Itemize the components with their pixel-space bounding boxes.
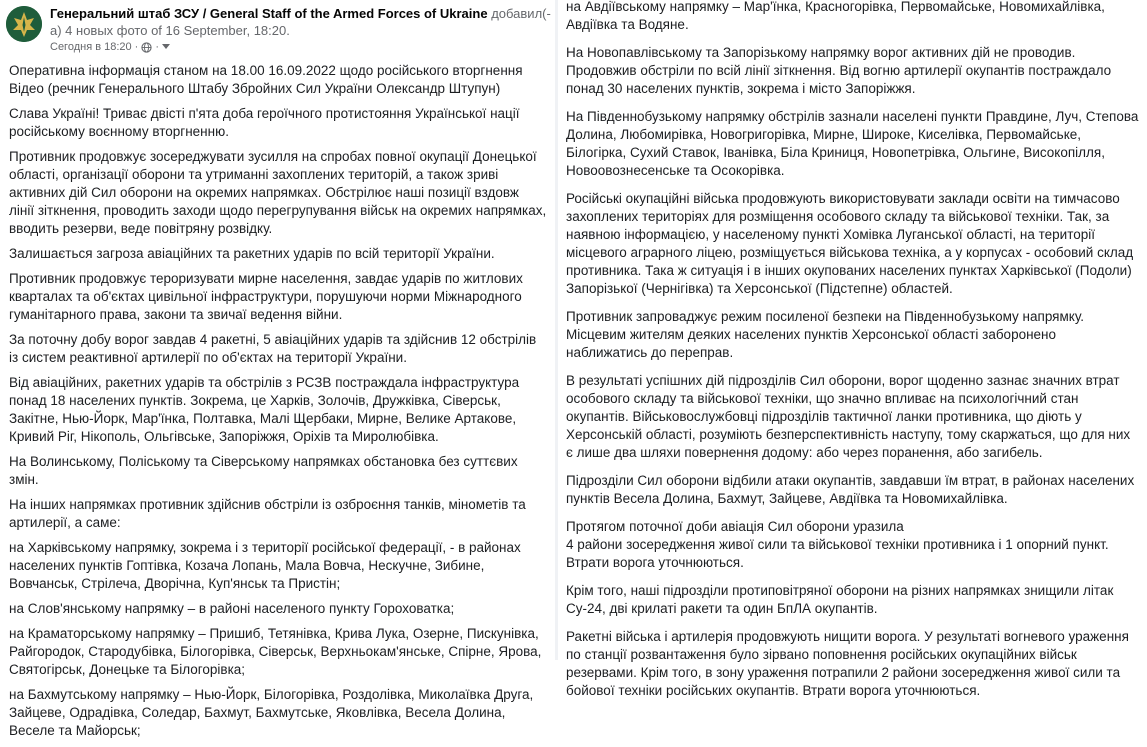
post-paragraph: На Волинському, Поліському та Сіверському напрямках обстановка без суттєвих змін. [9, 454, 518, 487]
post-paragraph: Оперативна інформація станом на 18.00 16.09.2022 щодо російського вторгнення Відео (речник Генерального Штабу Збройних Сил України Олександр Штупун) [9, 63, 523, 96]
author-name[interactable]: Генеральний штаб ЗСУ / General Staff of the Armed Forces of Ukraine [50, 6, 488, 21]
post-paragraph: на Краматорському напрямку – Пришиб, Тетянівка, Крива Лука, Озерне, Пискунівка, Райгородок, Стародубівка, Білогорівка, Сіверськ, Верхньокам'янське, Спірне, Ярова, Святогірськ, Донецьке та Білогорівка; [9, 626, 542, 677]
post-paragraph: на Слов'янському напрямку – в районі населеного пункту Гороховатка; [9, 601, 455, 616]
post-timestamp[interactable]: Сегодня в 18:20 [50, 41, 132, 53]
post-paragraph: Від авіаційних, ракетних ударів та обстрілів з РСЗВ постраждала інфраструктура понад 18 населених пунктів. Зокрема, це Харків, Золочів, Дружківка, Сіверськ, Закітне, Нью-Йорк, Мар'їнка, Полтавка, Малі Щербаки, Мирне, Велике Артакове, Кривий Ріг, Нікополь, Ольгівське, Запоріжжя, Оріхів та Миролюбівка. [9, 375, 520, 444]
post-paragraph: Слава Україні! Триває двісті п'ята доба героїчного протистояння Української нації російському воєнному вторгненню. [9, 106, 520, 139]
column-divider [555, 0, 558, 660]
post-paragraph: Противник продовжує зосереджувати зусилля на спробах повної окупації Донецької області, організації оборони та утриманні захоплених територій, а також зриві активних дій Сил оборони на окремих напрямках. Обстрілює наші позиції вздовж лінії зіткнення, проводить заходи щодо перегрупування військ на окремих напрямках, вводить резерви, веде повітряну розвідку. [9, 149, 547, 236]
post-text-right [560, 0, 1147, 700]
post-paragraph: на Харківському напрямку, зокрема і з території російської федерації, - в районах населених пунктів Гоптівка, Козача Лопань, Мала Вовча, Нескучне, Зибине, Вовчанськ, Стрілеча, Дворічна, Куп'янськ та Пристін; [9, 540, 521, 591]
post-paragraph: Ракетні війська і артилерія продовжують нищити ворога. У результаті вогневого ураження по станції розвантаження було зірвано поповнення російських окупаційних військ резервами. Крім того, в зону ураження потрапили 2 райони зосередження живої сили та бойової техніки російських окупантів. Втрати ворога уточнюються. [566, 629, 1129, 698]
post-paragraph: Залишається загроза авіаційних та ракетних ударів по всій території України. [9, 246, 495, 261]
post-paragraph: В результаті успішних дій підрозділів Сил оборони, ворог щоденно зазнає значних втрат особового складу та військової техніки, що значно впливає на психологічний стан окупантів. Військовослужбовці підрозділів тактичної ланки противника, що діють у Херсонській області, розуміють безперспективність наступу, тому скаржаться, що для них є лише два шляхи повернення додому: або через поранення, або загибель. [566, 373, 1131, 460]
added-photos-text-continued: а) 4 новых фото of 16 September, 18:20. [50, 23, 290, 38]
post-paragraph: За поточну добу ворог завдав 4 ракетні, 5 авіаційних ударів та здійснив 12 обстрілів із систем реактивної артилерії по об'єктах на території України. [9, 332, 537, 365]
meta-separator: · [155, 41, 159, 53]
post-left-column [0, 0, 555, 747]
chevron-down-icon[interactable] [162, 44, 170, 50]
added-photos-text: добавил(- [491, 6, 551, 21]
author-line [50, 6, 551, 21]
post-paragraph: Російські окупаційні війська продовжують використовувати заклади освіти на тимчасово захоплених територіях для розміщення особового складу та військової техніки. Так, за наявною інформацією, у населеному пункті Хомівка Луганської області, на території місцевого аграрного ліцею, розміщується військова техніка, а у корпусах - особовий склад противника. Така ж ситуація і в інших окупованих населених пунктах Харківської (Подоли) Запорізької (Чернігівка) та Херсонської (Підстепне) областей. [566, 191, 1134, 296]
coat-of-arms-icon [6, 6, 42, 42]
avatar[interactable] [6, 6, 42, 42]
post-paragraph: На Південнобузькому напрямку обстрілів зазнали населені пункти Правдине, Луч, Степова Долина, Любомирівка, Новогригорівка, Мирне, Широке, Киселівка, Первомайське, Білогірка, Сухий Ставок, Іванівка, Біла Криниця, Новопетрівка, Ольгине, Високопілля, Новоовознесенське та Осокорівка. [566, 109, 1139, 178]
post-header [0, 0, 555, 58]
post-paragraph: Протягом поточної доби авіація Сил оборони уразила 4 райони зосередження живої сили та військової техніки противника і 1 опорний пункт. Втрати ворога уточнюються. [566, 519, 1109, 570]
post-paragraph: На Новопавлівському та Запорізькому напрямку ворог активних дій не проводив. Продовжив обстріли по всій лінії зіткнення. Від вогню артилерії окупантів постраждало понад 30 населених пунктів, зокрема і місто Запоріжжя. [566, 45, 1112, 96]
post-meta [50, 41, 170, 53]
post-text-left [0, 56, 555, 740]
post-paragraph: Противник запроваджує режим посиленої безпеки на Південнобузькому напрямку. Місцевим жителям деяких населених пунктів Херсонської області заборонено наближатись до переправ. [566, 309, 1084, 360]
meta-separator: · [134, 41, 139, 53]
post-paragraph: на Бахмутському напрямку – Нью-Йорк, Білогорівка, Роздолівка, Миколаївка Друга, Зайцеве, Одрадівка, Соледар, Бахмут, Бахмутське, Яковлівка, Весела Долина, Веселе та Майорськ; [9, 687, 534, 738]
post-paragraph: На інших напрямках противник здійснив обстріли із озброєння танків, мінометів та артилерії, а саме: [9, 497, 526, 530]
globe-icon [141, 42, 152, 53]
post-right-column [560, 0, 1147, 710]
post-paragraph: Крім того, наші підрозділи протиповітряної оборони на різних напрямках знищили літак Су-24, дві крилаті ракети та один БпЛА окупантів. [566, 583, 1114, 616]
post-paragraph: на Авдіївському напрямку – Мар'їнка, Красногорівка, Первомайське, Новомихайлівка, Авдіївка та Водяне. [566, 0, 1105, 32]
post-paragraph: Підрозділи Сил оборони відбили атаки окупантів, завдавши їм втрат, в районах населених пунктів Весела Долина, Бахмут, Зайцеве, Авдіївка та Новомихайлівка. [566, 473, 1135, 506]
post-paragraph: Противник продовжує тероризувати мирне населення, завдає ударів по житлових кварталах та об'єктах цивільної інфраструктури, порушуючи норми Міжнародного гуманітарного права, закони та звичаї ведення війни. [9, 271, 523, 322]
